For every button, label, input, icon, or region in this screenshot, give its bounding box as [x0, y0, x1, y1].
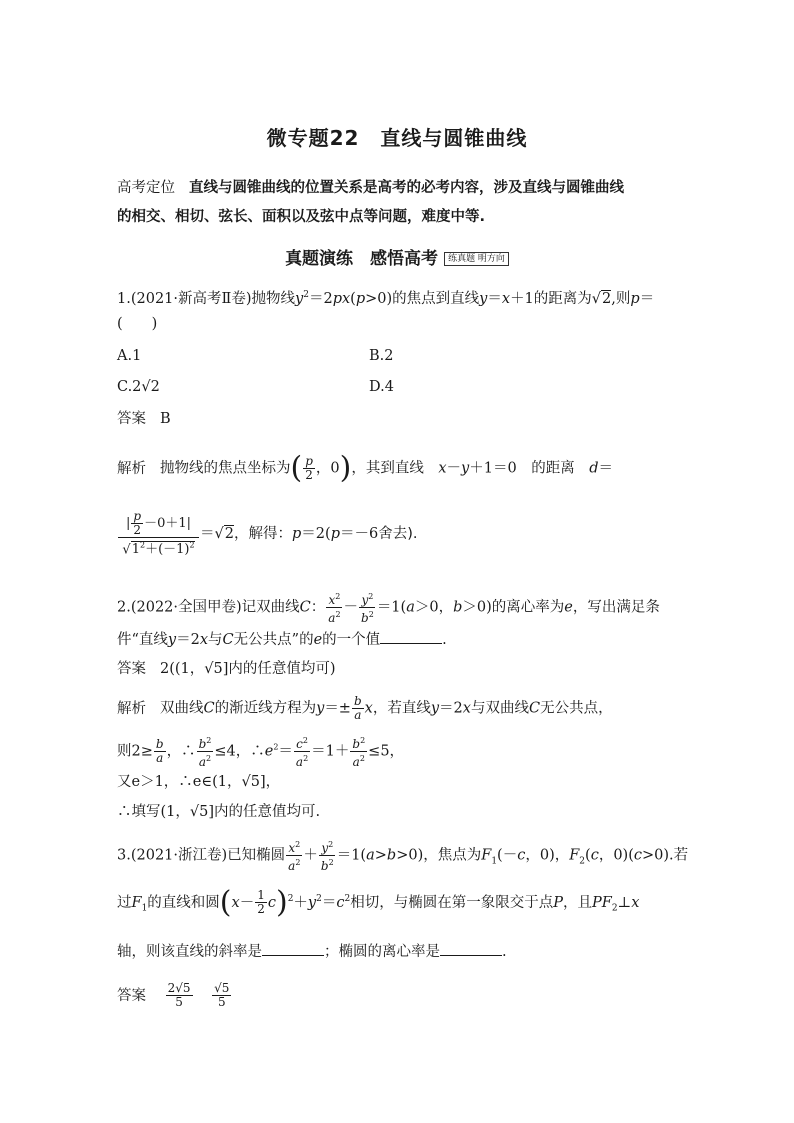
- q2-stem-line-1: 2.(2022·全国甲卷)记双曲线C： $\frac{x^2}{a^2}$ － $\frac{y^2}{b^2}$ ＝1(a＞0，b＞0)的离心率为e，写出满足条: [117, 592, 660, 625]
- section-tag: 练真题 明方向: [444, 252, 509, 266]
- q2-solution-line-4: ∴填写(1，√5]内的任意值均可.: [117, 804, 321, 820]
- q3-answer: 答案 $\frac{2√5}{5}$ $\frac{√5}{5}$: [117, 981, 230, 1009]
- q1-option-b: B.2: [369, 348, 394, 364]
- q2-solution-line-3: 又e＞1，∴e∈(1，√5]，: [117, 774, 281, 790]
- q1-solution-line-1: 解析 抛物线的焦点坐标为( $\frac{p}{2}$ ，0)，其到直线 x－y＋1＝0 的距离 d＝: [117, 450, 613, 486]
- q1-paren: ( ): [117, 316, 158, 332]
- q1-option-c: C.2√2: [117, 379, 160, 395]
- q2-answer-blank: [380, 629, 442, 644]
- q1-stem: 1.(2021·新高考Ⅱ卷)抛物线$y^2=2px(p>0)$的焦点到直线y＝x＋1的距离为√2,则p＝: [117, 290, 655, 307]
- intro-line-1: 高考定位 直线与圆锥曲线的位置关系是高考的必考内容，涉及直线与圆锥曲线: [117, 180, 624, 196]
- q3-stem-line-3: 轴，则该直线的斜率是 ；椭圆的离心率是 .: [117, 941, 507, 962]
- q2-stem-line-2: 件“直线y＝2x与C无公共点”的e的一个值 .: [117, 629, 447, 650]
- section-heading: 真题演练 感悟高考 练真题 明方向: [0, 244, 794, 269]
- q1-answer: 答案 B: [117, 411, 171, 427]
- q1-option-a: A.1: [117, 348, 142, 364]
- q2-answer: 答案 2((1，√5]内的任意值均可): [117, 661, 336, 677]
- q3-stem-line-2: 过$F_1$的直线和圆(x－ $\frac{1}{2}$ $c)^2+y^2=c^2$相切，与椭圆在第一象限交于点P，且$PF_2\perp x$: [117, 884, 640, 920]
- page-title: 微专题22 直线与圆锥曲线: [266, 126, 528, 150]
- intro-line-2: 的相交、相切、弦长、面积以及弦中点等问题，难度中等.: [117, 209, 486, 225]
- q1-option-d: D.4: [369, 379, 394, 395]
- q3-stem-line-1: 3.(2021·浙江卷)已知椭圆 $\frac{x^2}{a^2}$ ＋ $\frac{y^2}{b^2}$ ＝1(a>b>0)，焦点为$F_1(-c$，0)，$F_2(c$，0)(c>0).若: [117, 840, 689, 873]
- q3-eccentricity-blank: [440, 941, 502, 956]
- q2-solution-line-2: 则2≥ $\frac{b}{a}$ ，∴ $\frac{b^2}{a^2}$ ≤4，$\therefore e^2=$ $\frac{c^2}{a^2}$ ＝1＋ $\frac{b^2}{a^2}$ ≤5，: [117, 736, 405, 769]
- q3-slope-blank: [262, 941, 324, 956]
- q1-solution-line-2: | $\frac{p}{2}$ －0＋1| $√1^2+(-1)^2$ ＝√2，解得：p＝2(p＝－6舍去).: [117, 510, 418, 558]
- q2-solution-line-1: 解析 双曲线C的渐近线方程为y＝± $\frac{b}{a}$ x，若直线y＝2x与双曲线C无公共点，: [117, 694, 613, 722]
